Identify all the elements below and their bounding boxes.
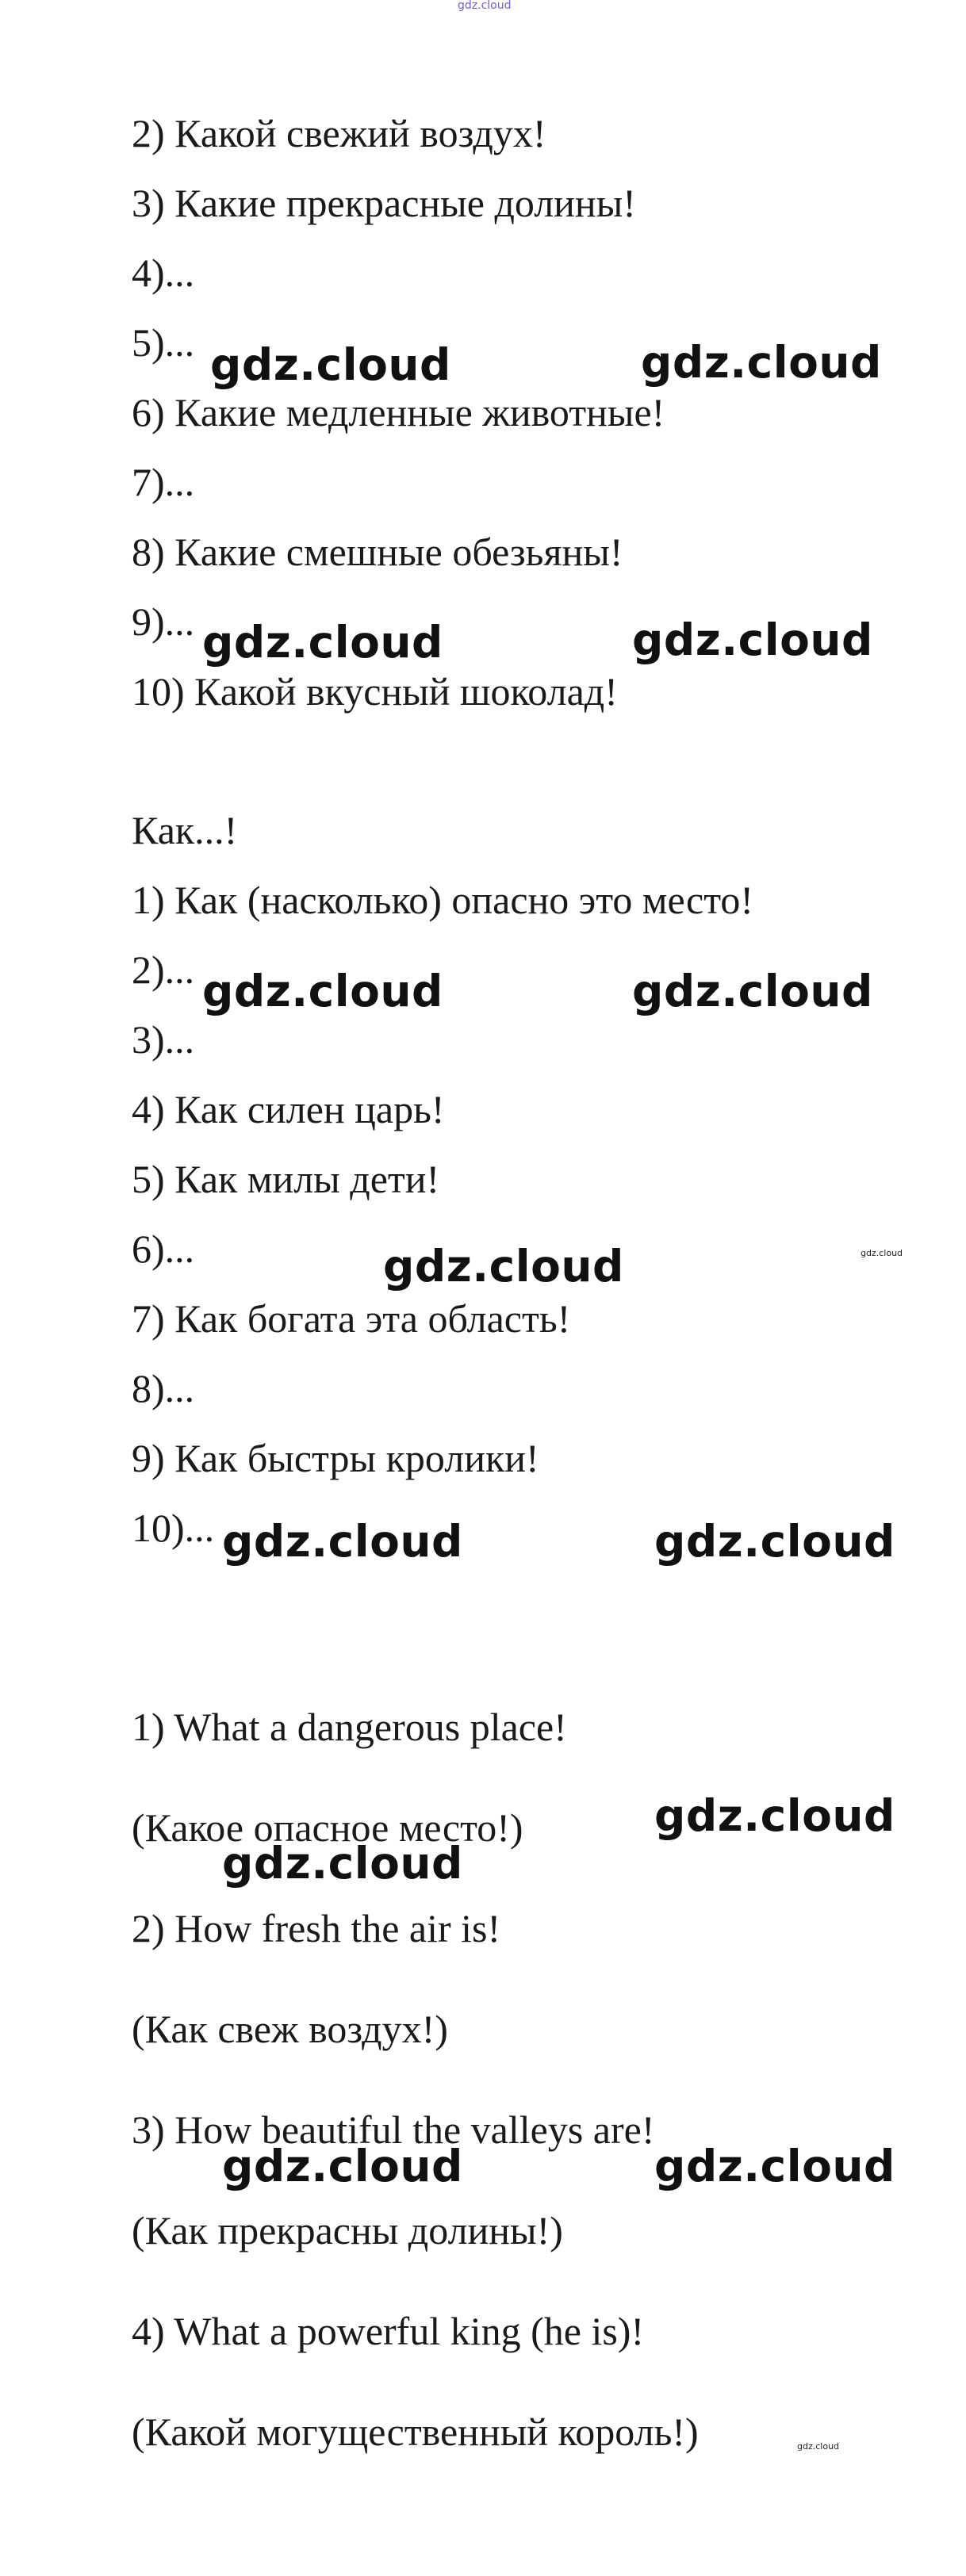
kak-line: 1) Как (насколько) опасно это место! (132, 878, 754, 922)
russian-line: 9)... (132, 599, 195, 644)
answer-english: 3) How beautiful the valleys are! (132, 2107, 655, 2152)
watermark: gdz.cloud (383, 1241, 624, 1292)
watermark: gdz.cloud (632, 614, 873, 665)
header-watermark: gdz.cloud (458, 0, 512, 12)
kak-line: 10)... (132, 1506, 215, 1550)
watermark: gdz.cloud (222, 1838, 463, 1889)
watermark: gdz.cloud (202, 617, 443, 668)
kak-line: 8)... (132, 1366, 195, 1410)
kak-line: 6)... (132, 1227, 195, 1271)
section-heading: Как...! (132, 808, 238, 852)
watermark: gdz.cloud (202, 966, 443, 1016)
watermark: gdz.cloud (210, 339, 451, 390)
russian-line: 7)... (132, 460, 195, 504)
kak-line: 7) Как богата эта область! (132, 1296, 571, 1341)
answer-english: 2) How fresh the air is! (132, 1906, 501, 1950)
russian-line: 2) Какой свежий воздух! (132, 111, 546, 155)
watermark: gdz.cloud (641, 337, 882, 388)
answer-russian: (Как свеж воздух!) (132, 2007, 448, 2051)
russian-line: 10) Какой вкусный шоколад! (132, 669, 618, 714)
russian-line: 4)... (132, 251, 195, 295)
russian-line: 6) Какие медленные животные! (132, 390, 665, 434)
watermark-small: gdz.cloud (797, 2441, 840, 2452)
russian-line: 3) Какие прекрасные долины! (132, 181, 636, 225)
kak-line: 4) Как силен царь! (132, 1087, 445, 1131)
kak-line: 9) Как быстры кролики! (132, 1436, 539, 1480)
russian-line: 8) Какие смешные обезьяны! (132, 530, 623, 574)
russian-line: 5)... (132, 320, 195, 365)
answer-english: 1) What a dangerous place! (132, 1705, 567, 1749)
answer-russian: (Какое опасное место!) (132, 1805, 523, 1850)
watermark: gdz.cloud (654, 1790, 895, 1841)
watermark: gdz.cloud (222, 1516, 463, 1567)
watermark: gdz.cloud (654, 2141, 895, 2191)
kak-line: 2)... (132, 947, 195, 992)
answer-russian: (Как прекрасны долины!) (132, 2208, 563, 2253)
watermark-small: gdz.cloud (861, 1248, 903, 1258)
answer-english: 4) What a powerful king (he is)! (132, 2309, 645, 2353)
answer-russian: (Какой могущественный король!) (132, 2409, 699, 2454)
kak-line: 5) Как милы дети! (132, 1157, 440, 1201)
kak-line: 3)... (132, 1017, 195, 1062)
watermark: gdz.cloud (654, 1516, 895, 1567)
watermark: gdz.cloud (222, 2141, 463, 2191)
watermark: gdz.cloud (632, 966, 873, 1016)
